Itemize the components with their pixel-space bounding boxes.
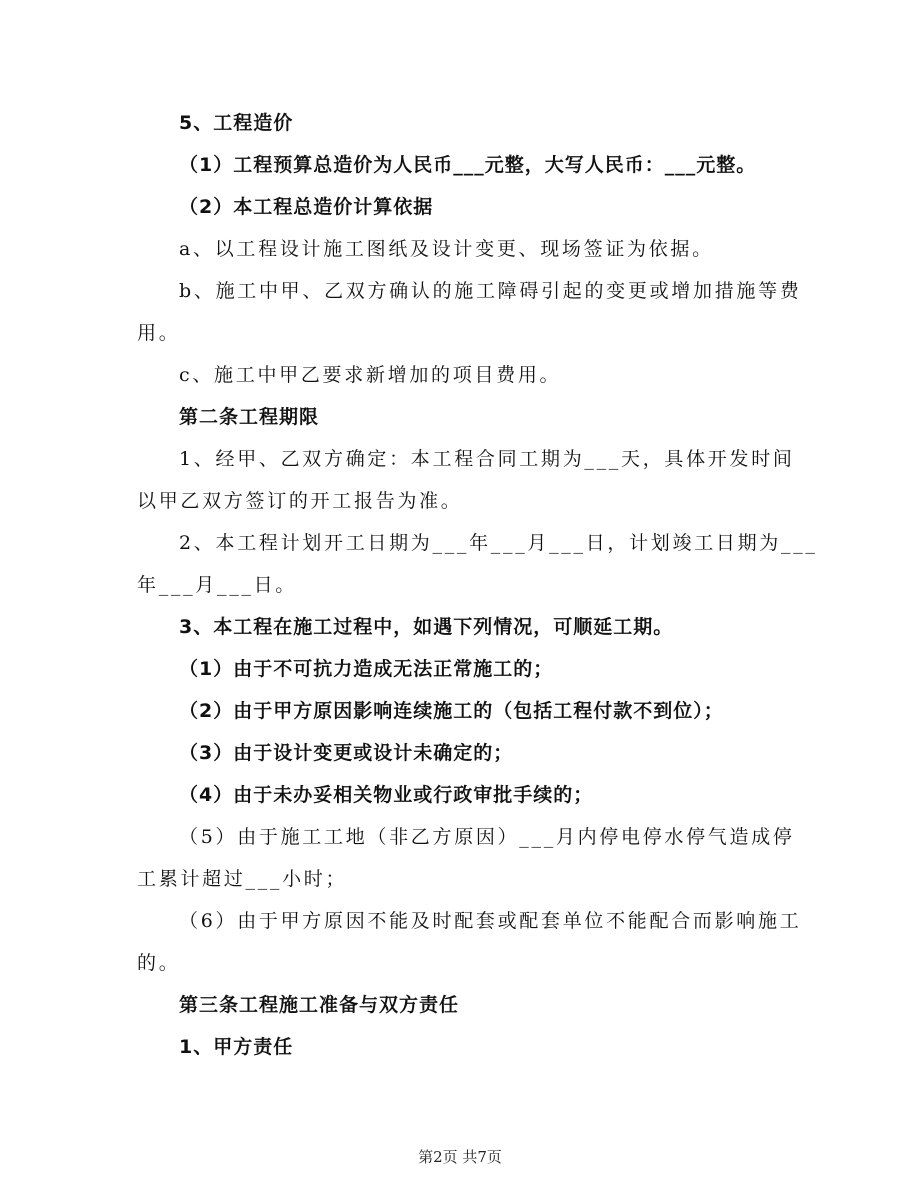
article-heading-preparation: 第三条工程施工准备与双方责任 bbox=[179, 994, 460, 1016]
paragraph-delay-5-cont: 工累计超过___小时； bbox=[137, 868, 348, 890]
paragraph-budget-total: （1）工程预算总造价为人民币___元整，大写人民币：___元整。 bbox=[179, 154, 757, 176]
section-heading-party-a: 1、甲方责任 bbox=[179, 1036, 294, 1058]
section-heading-cost: 5、工程造价 bbox=[179, 112, 294, 134]
paragraph-delay-4: （4）由于未办妥相关物业或行政审批手续的； bbox=[179, 784, 594, 806]
paragraph-item-b: b、施工中甲、乙双方确认的施工障碍引起的变更或增加措施等费 bbox=[179, 280, 802, 302]
paragraph-period-1: 1、经甲、乙双方确定：本工程合同工期为___天，具体开发时间 bbox=[179, 448, 795, 470]
paragraph-item-b-cont: 用。 bbox=[137, 322, 181, 344]
paragraph-delay-5: （5）由于施工工地（非乙方原因）___月内停电停水停气造成停 bbox=[179, 826, 795, 848]
paragraph-delay-2: （2）由于甲方原因影响连续施工的（包括工程付款不到位）； bbox=[179, 700, 724, 722]
paragraph-period-1-cont: 以甲乙双方签订的开工报告为准。 bbox=[137, 490, 463, 512]
paragraph-delay-3: （3）由于设计变更或设计未确定的； bbox=[179, 742, 514, 764]
page-number-footer: 第2页 共7页 bbox=[418, 1148, 502, 1166]
paragraph-period-2: 2、本工程计划开工日期为___年___月___日，计划竣工日期为___ bbox=[179, 532, 818, 554]
paragraph-item-c: c、施工中甲乙要求新增加的项目费用。 bbox=[179, 364, 562, 386]
paragraph-delay-1: （1）由于不可抗力造成无法正常施工的； bbox=[179, 658, 554, 680]
paragraph-delay-6: （6）由于甲方原因不能及时配套或配套单位不能配合而影响施工 bbox=[179, 910, 802, 932]
paragraph-delay-6-cont: 的。 bbox=[137, 952, 181, 974]
paragraph-cost-basis: （2）本工程总造价计算依据 bbox=[179, 196, 434, 218]
paragraph-item-a: a、以工程设计施工图纸及设计变更、现场签证为依据。 bbox=[179, 238, 714, 260]
article-heading-period: 第二条工程期限 bbox=[179, 406, 320, 428]
paragraph-period-3: 3、本工程在施工过程中，如遇下列情况，可顺延工期。 bbox=[179, 616, 674, 638]
paragraph-period-2-cont: 年___月___日。 bbox=[137, 574, 298, 596]
